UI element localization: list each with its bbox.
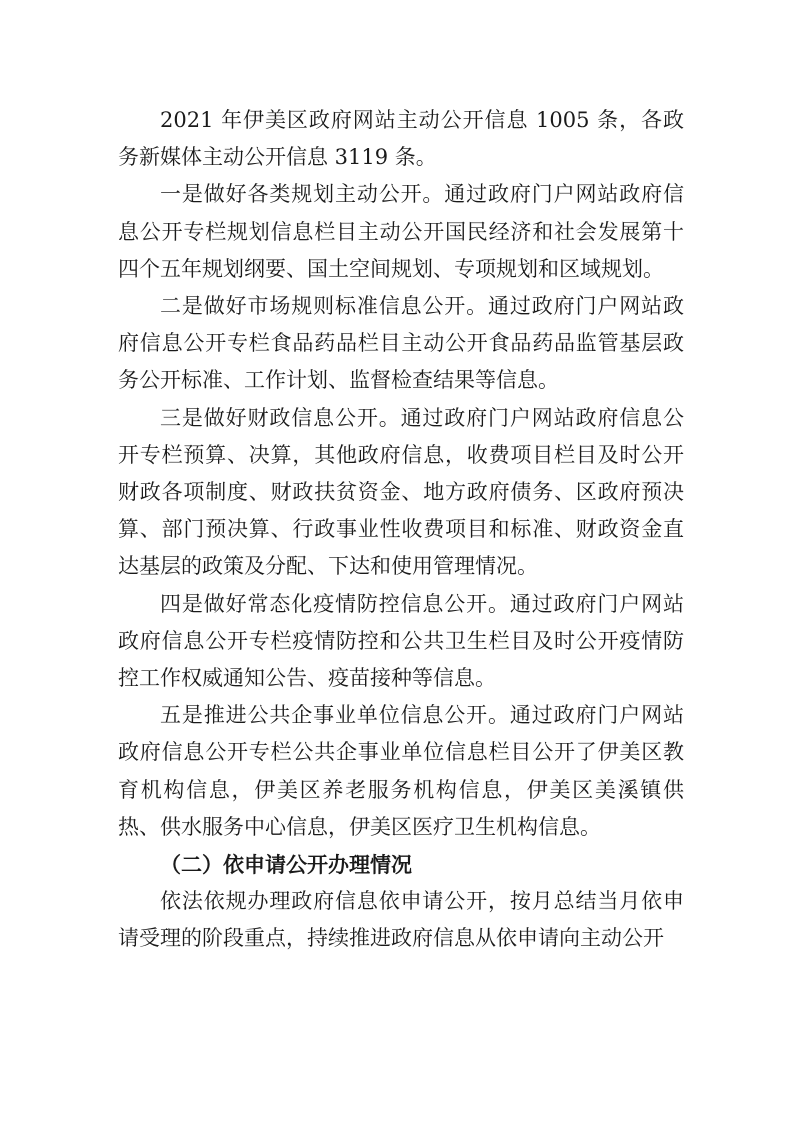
document-body — [118, 102, 684, 958]
paragraph-epidemic: 四是做好常态化疫情防控信息公开。通过政府门户网站政府信息公开专栏疫情防控和公共卫生栏目及时公开疫情防控工作权威通知公告、疫苗接种等信息。 — [118, 591, 684, 691]
paragraph-market-rules: 二是做好市场规则标准信息公开。通过政府门户网站政府信息公开专栏食品药品栏目主动公开食品药品监管基层政务公开标准、工作计划、监督检查结果等信息。 — [118, 294, 684, 393]
paragraph-public-units: 五是推进公共企事业单位信息公开。通过政府门户网站政府信息公开专栏公共企事业单位信息栏目公开了伊美区教育机构信息，伊美区养老服务机构信息，伊美区美溪镇供热、供水服务中心信息，伊美区医疗卫生机构信息。 — [118, 703, 684, 839]
paragraph-summary: 2021 年伊美区政府网站主动公开信息 1005 条，各政务新媒体主动公开信息 3119 条。 — [118, 108, 684, 170]
paragraph-finance: 三是做好财政信息公开。通过政府门户网站政府信息公开专栏预算、决算，其他政府信息，收费项目栏目及时公开财政各项制度、财政扶贫资金、地方政府债务、区政府预决算、部门预决算、行政事业性收费项目和标准、财政资金直达基层的政策及分配、下达和使用管理情况。 — [118, 405, 684, 579]
paragraph-application: 依法依规办理政府信息依申请公开，按月总结当月依申请受理的阶段重点，持续推进政府信息从依申请向主动公开 — [118, 889, 684, 951]
section-heading: （二）依申请公开办理情况 — [160, 852, 412, 878]
paragraph-planning: 一是做好各类规划主动公开。通过政府门户网站政府信息公开专栏规划信息栏目主动公开国民经济和社会发展第十四个五年规划纲要、国土空间规划、专项规划和区域规划。 — [118, 182, 684, 281]
